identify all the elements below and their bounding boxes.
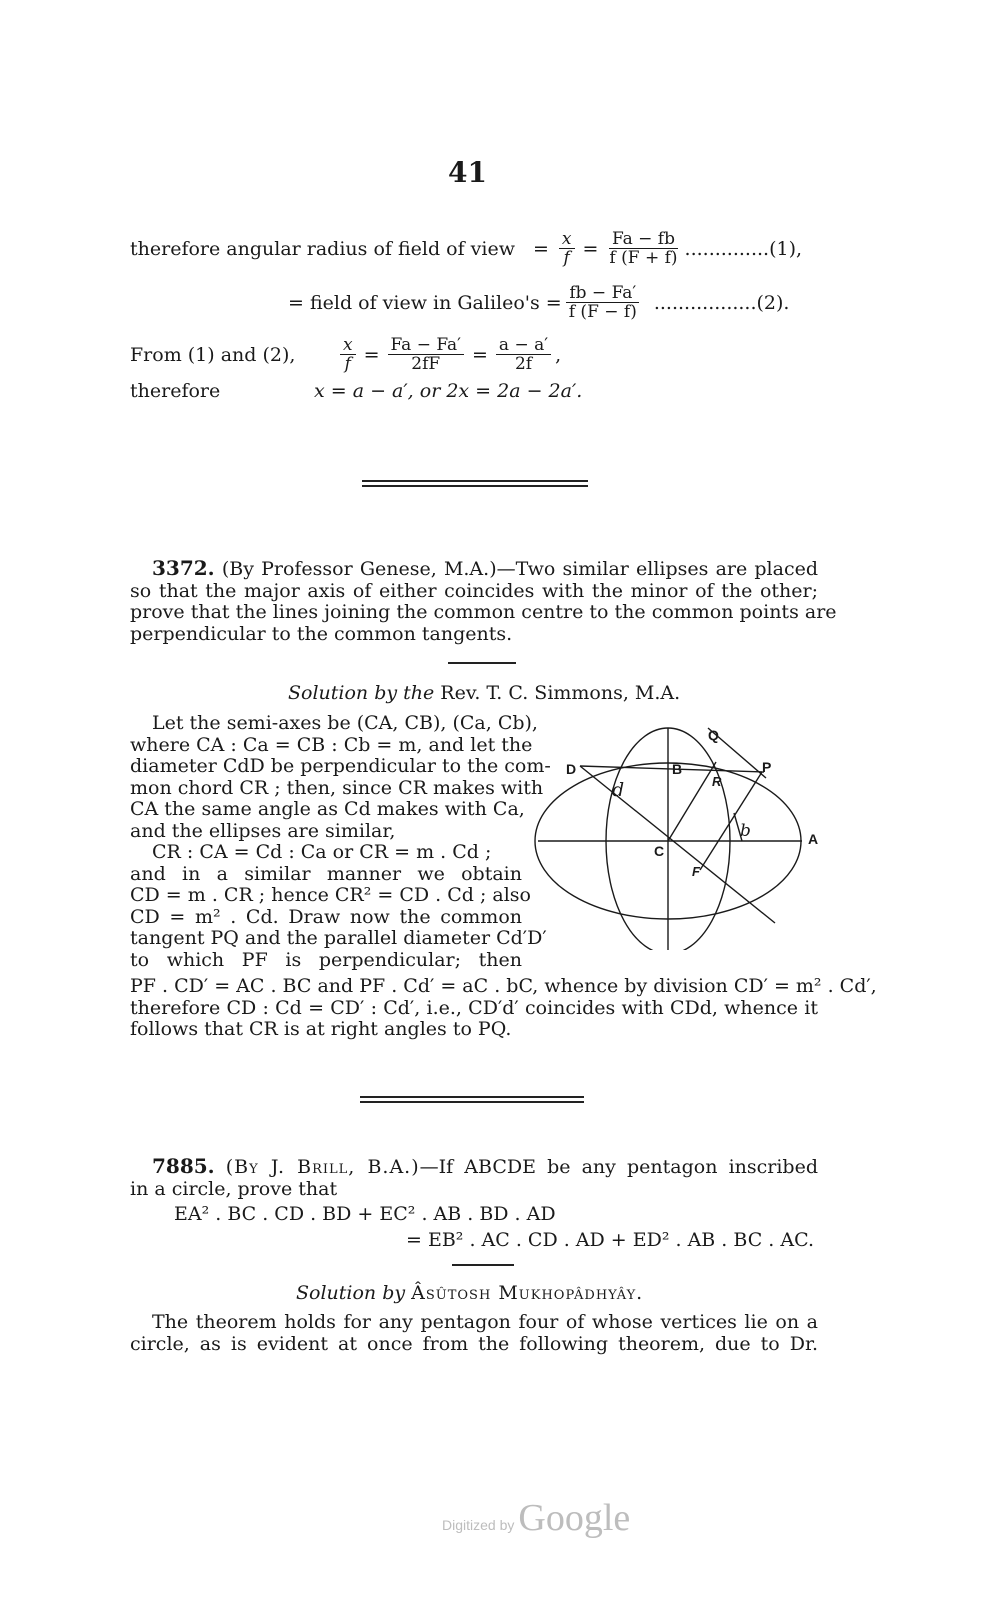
problem-number: 3372. [152, 556, 215, 580]
short-divider [452, 1264, 514, 1266]
equation-line-1: EA² . BC . CD . BD + EC² . AB . BD . AD [174, 1203, 556, 1225]
problem-3372-statement: 3372. (By Professor Genese, M.A.)—Two similar ellipses are placed so that the major axis of either coincides with the minor of the other; prove that the lines joining the common centre to the common points are perpendicular to the common tangents. [130, 556, 837, 645]
problem-byline: (By Professor Genese, M.A.) [221, 558, 497, 580]
diagram-label: R [712, 774, 722, 789]
formula-line-1-lhs: therefore angular radius of field of view [130, 237, 515, 260]
diagram-label: F [692, 864, 700, 879]
short-divider [448, 662, 516, 664]
solution-7885-text: The theorem holds for any pentagon four of whose vertices lie on a circle, as is evident at once from the following theorem, due to Dr. [130, 1311, 818, 1355]
diagram-label: b [740, 821, 751, 841]
fraction: $\frac{Fa - Fa'}{2fF}$ [388, 336, 464, 373]
section-divider [360, 1101, 584, 1103]
solution-heading: Solution by the Rev. T. C. Simmons, M.A. [288, 682, 681, 704]
page-number: 41 [448, 156, 487, 189]
section-divider [362, 480, 588, 482]
diagram-label: D [566, 761, 577, 777]
formula-line-1: therefore angular radius of field of view = $\frac{x}{f}$ = $\frac{Fa - fb}{f (F + f)}$ ..............(1), [130, 229, 803, 268]
formula-line-4-rhs: x = a − a′, or 2x = 2a − 2a′. [314, 380, 583, 402]
problem-7885-statement: 7885. (By J. Brill, B.A.)—If ABCDE be any pentagon inscribed in a circle, prove that [130, 1154, 819, 1200]
fraction: $\frac{Fa - fb}{f (F + f)}$ [609, 229, 678, 268]
problem-byline: (By J. Brill, B.A.) [225, 1156, 420, 1178]
section-divider [360, 1096, 584, 1098]
formula-line-4-lhs: therefore [130, 380, 221, 402]
formula-line-2-lhs: = field of view in Galileo's = [288, 291, 562, 314]
formula-line-2 [288, 284, 789, 321]
formula-line-3: From (1) and (2), $\frac{x}{f}$ = $\frac{Fa - Fa'}{2fF}$ = $\frac{a - a'}{2f}$ , [130, 335, 562, 374]
ellipses-diagram [530, 720, 820, 950]
digitized-watermark: Digitized by Google [442, 1497, 631, 1539]
diagram-label: C [654, 843, 665, 859]
diagram-label: Q [708, 727, 719, 743]
diagram-label: d [612, 779, 625, 801]
fraction: $\frac{a - a'}{2f}$ [496, 336, 551, 373]
fraction: $\frac{x}{f}$ [559, 230, 575, 267]
problem-number: 7885. [152, 1154, 215, 1178]
diagram-label: B [672, 761, 683, 777]
solution-heading: Solution by Âsûtosh Mukhopâdhyây. [296, 1282, 644, 1304]
diagram-label: A [808, 831, 819, 847]
formula-line-3-lhs: From (1) and (2), [130, 343, 296, 366]
fraction: $\frac{x}{f}$ [340, 336, 356, 373]
section-divider [362, 485, 588, 487]
solution-3372-text: Let the semi-axes be (CA, CB), (Ca, Cb), where CA : Ca = CB : Cb = m, and let the diameter CdD be perpendicular to the com- mon chord CR ; then, since CR makes with CA the same angle as Cd makes with Ca, and the ellipses are similar, CR : CA = Cd : Ca or CR = m . Cd ; and in a similar manner we obtain CD = m . CR ; hence CR² = CD . Cd ; also CD = m² . Cd. Draw now the common tangent PQ and the parallel diameter Cd′D′ to which PF is perpendicular; then [130, 712, 551, 971]
equation-tag-1: ..............(1), [684, 237, 803, 260]
line-pf [700, 772, 762, 870]
solution-3372-conclusion: PF . CD′ = AC . BC and PF . Cd′ = aC . bC, whence by division CD′ = m² . Cd′, therefore CD : Cd = CD′ : Cd′, i.e., CD′d′ coincides with CDd, whence it follows that CR is at right angles to PQ. [130, 975, 877, 1040]
diameter-cd [580, 766, 775, 923]
fraction: $\frac{fb - Fa'}{f (F - f)}$ [566, 284, 640, 321]
equation-tag-2: .................(2). [653, 291, 790, 314]
equation-line-2: = EB² . AC . CD . AD + ED² . AB . BC . AC. [406, 1229, 814, 1251]
diagram-label: P [762, 759, 772, 775]
